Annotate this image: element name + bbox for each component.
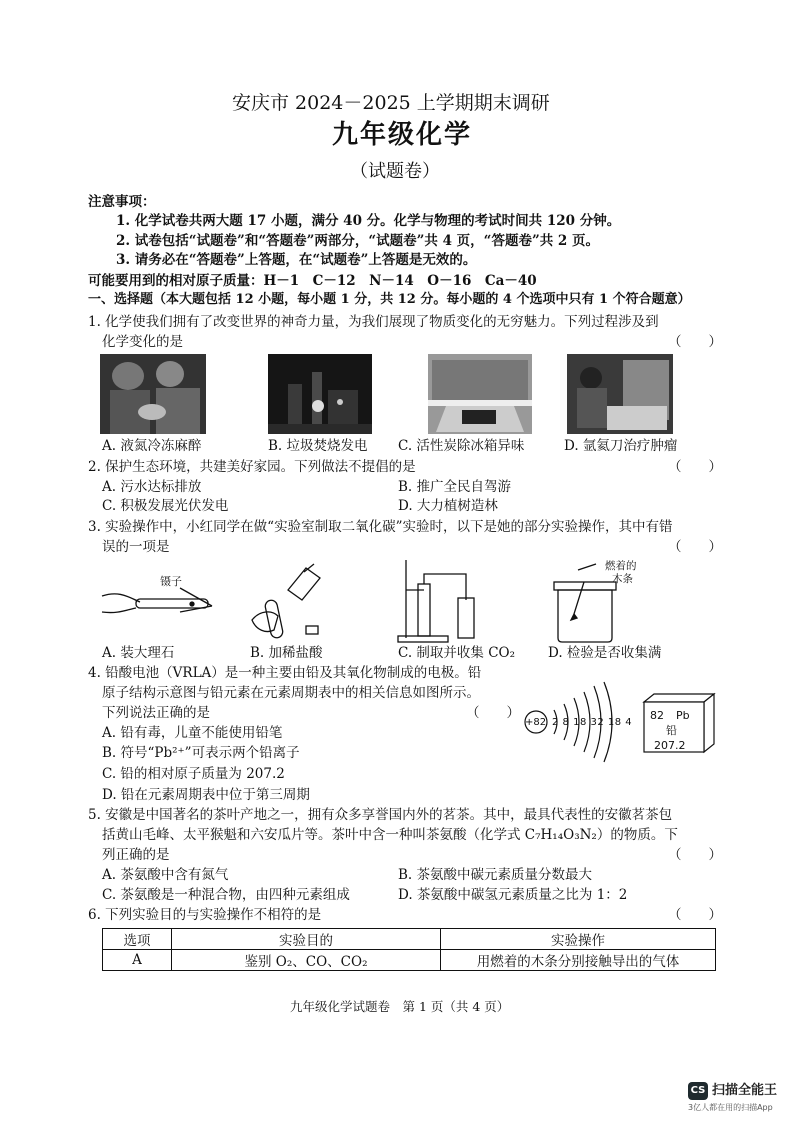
q3-label-stick-1: 燃着的 [605,560,637,572]
q4-element-number: 82 [650,709,664,722]
q3-figure-a [100,568,218,640]
notes-heading: 注意事项： [88,194,156,210]
table-cell: 用燃着的木条分别接触导出的气体 [441,950,716,971]
q1-photo-cryoablation [567,354,673,434]
table-header-row [103,929,716,950]
q3-label-stick-2: 木条 [612,573,633,585]
q3-option-a: A. 装大理石 [102,645,175,661]
q4-atom-nucleus: +82 [525,717,547,728]
q5-answer-bracket: （ ） [668,847,722,863]
q4-element-name: 铅 [666,724,677,737]
note-item-2: 2. 试卷包括“试题卷”和“答题卷”两部分，“试题卷”共 4 页，“答题卷”共 2 页。 [116,233,599,249]
q3-option-c: C. 制取并收集 CO₂ [398,645,516,661]
scanner-name: 扫描全能王 [712,1083,778,1098]
q1-answer-bracket: （ ） [668,334,722,350]
q1-option-b: B. 垃圾焚烧发电 [268,438,368,454]
q4-element-mass: 207.2 [654,739,686,752]
q4-option-b: B. 符号“Pb²⁺”可表示两个铅离子 [102,745,300,761]
q2-answer-bracket: （ ） [668,459,722,475]
q3-stem-line2: 误的一项是 [102,539,170,555]
q4-stem-line3: 下列说法正确的是 [102,705,210,721]
q1-photo-refrigerator-charcoal [428,354,532,434]
table-header-cell: 实验操作 [441,929,716,950]
q4-answer-bracket: （ ） [466,705,520,721]
q4-stem-line2: 原子结构示意图与铅元素在元素周期表中的相关信息如图所示。 [102,685,480,701]
page-footer: 九年级化学试题卷 第 1 页（共 4 页） [290,999,510,1014]
q4-option-c: C. 铅的相对原子质量为 207.2 [102,766,285,782]
exam-title: 安庆市 2024－2025 上学期期末调研 [232,92,550,114]
section1-heading: 一、选择题（本大题包括 12 小题，每小题 1 分，共 12 分。每小题的 4 个选项中只有 1 个符合题意） [88,292,691,307]
q3-stem-line1: 3. 实验操作中，小红同学在做“实验室制取二氧化碳”实验时，以下是她的部分实验操作，其中有错 [88,519,673,535]
q5-stem-line2: 括黄山毛峰、太平猴魁和六安瓜片等。茶叶中含一种叫茶氨酸（化学式 C₇H₁₄O₃N₂）的物质。下 [102,827,678,843]
table-cell: A [103,950,172,971]
q3-label-tweezers: 镊子 [160,575,182,588]
q5-option-c: C. 茶氨酸是一种混合物，由四种元素组成 [102,887,350,903]
q2-option-a: A. 污水达标排放 [102,479,202,495]
q4-stem-line1: 4. 铅酸电池（VRLA）是一种主要由铅及其氧化物制成的电极。铅 [88,665,482,681]
table-header-cell: 实验目的 [172,929,441,950]
table-header-cell: 选项 [103,929,172,950]
q5-option-a: A. 茶氨酸中含有氮气 [102,867,229,883]
atomic-masses: 可能要用到的相对原子质量：H－1 C－12 N－14 O－16 Ca－40 [88,273,537,289]
subject-title: 九年级化学 [332,120,473,150]
q2-option-b: B. 推广全民自驾游 [398,479,512,495]
q4-element-symbol: Pb [676,709,690,722]
q1-photo-liquid-nitrogen [100,354,206,434]
q2-option-c: C. 积极发展光伏发电 [102,498,229,514]
q6-stem: 6. 下列实验目的与实验操作不相符的是 [88,907,322,923]
q1-photo-waste-incineration [268,354,372,434]
q3-answer-bracket: （ ） [668,539,722,555]
q1-option-d: D. 氩氦刀治疗肿瘤 [564,438,678,454]
q6-answer-bracket: （ ） [668,907,722,923]
note-item-3: 3. 请务必在“答题卷”上答题，在“试题卷”上答题是无效的。 [116,252,477,268]
q1-option-c: C. 活性炭除冰箱异味 [398,438,525,454]
paper-type: （试题卷） [350,161,440,182]
q3-figure-c [396,558,486,644]
q5-option-b: B. 茶氨酸中碳元素质量分数最大 [398,867,593,883]
q3-figure-b [248,560,330,642]
q2-stem: 2. 保护生态环境，共建美好家园。下列做法不提倡的是 [88,459,416,475]
note-item-1: 1. 化学试卷共两大题 17 小题，满分 40 分。化学与物理的考试时间共 120 分钟。 [116,213,621,229]
q3-option-d: D. 检验是否收集满 [548,645,662,661]
scanner-logo-icon: CS [688,1082,708,1100]
q3-option-b: B. 加稀盐酸 [250,645,323,661]
table-cell: 鉴别 O₂、CO、CO₂ [172,950,441,971]
q2-option-d: D. 大力植树造林 [398,498,498,514]
q5-stem-line3: 列正确的是 [102,847,170,863]
q1-stem-line2: 化学变化的是 [102,334,183,350]
q5-option-d: D. 茶氨酸中碳氢元素质量之比为 1：2 [398,887,628,903]
scanner-tagline: 3亿人都在用的扫描App [688,1103,773,1112]
q1-option-a: A. 液氮冷冻麻醉 [102,438,202,454]
q4-option-d: D. 铅在元素周期表中位于第三周期 [102,787,310,803]
table-row [103,950,716,971]
q1-stem-line1: 1. 化学使我们拥有了改变世界的神奇力量，为我们展现了物质变化的无穷魅力。下列过程涉及到 [88,314,659,330]
q4-option-a: A. 铅有毒，儿童不能使用铅笔 [102,725,283,741]
q4-atom-shells: 2 8 18 32 18 4 [552,717,633,728]
q6-table [102,928,716,971]
q5-stem-line1: 5. 安徽是中国著名的茶叶产地之一，拥有众多享誉国内外的茗茶。其中，最具代表性的安徽茗茶包 [88,807,673,823]
